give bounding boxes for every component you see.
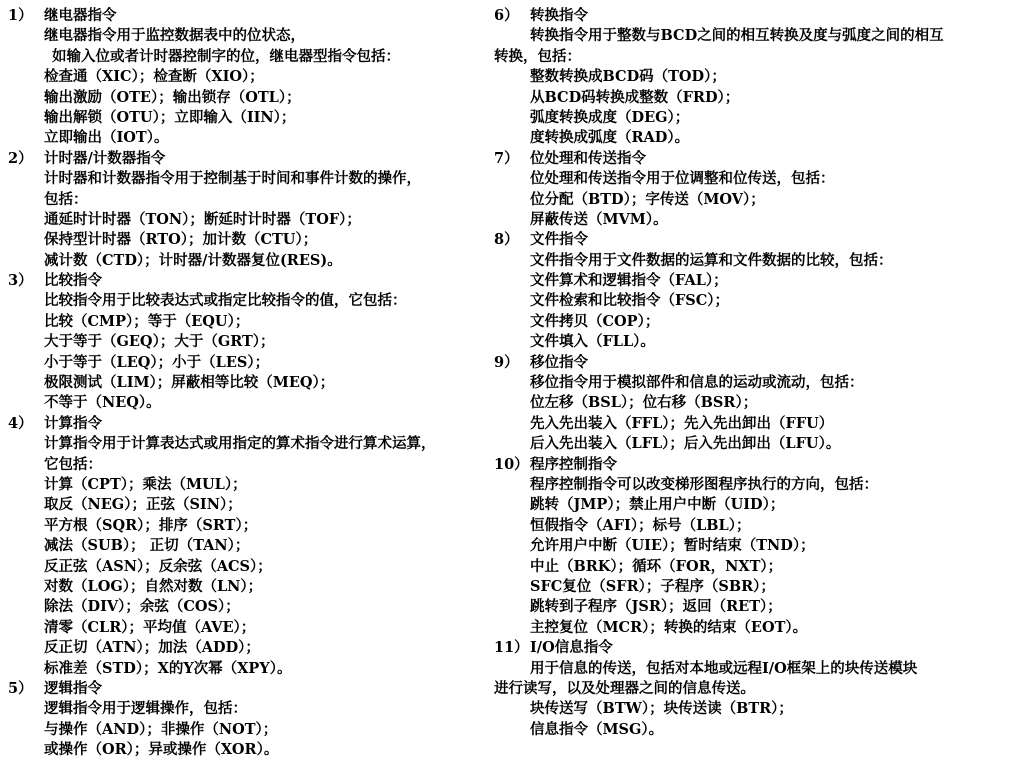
- section-line: 计时器和计数器指令用于控制基于时间和事件计数的操作，: [44, 170, 421, 188]
- section-heading: [8, 271, 494, 291]
- section-number: 8）: [494, 231, 519, 249]
- section-line: 除法（DIV）；余弦（COS）；: [44, 598, 240, 616]
- section-line: 通延时计时器（TON）；断延时计时器（TOF）；: [44, 210, 361, 228]
- section-line: 取反（NEG）；正弦（SIN）；: [44, 496, 242, 514]
- section-line: 保持型计时器（RTO）；加计数（CTU）；: [44, 231, 318, 249]
- section-line: 输出解锁（OTU）；立即输入（IIN）；: [44, 108, 296, 126]
- section-line: 块传送写（BTW）；块传送读（BTR）；: [530, 700, 793, 718]
- section-line: 标准差（STD）；X的Y次幂（XPY）。: [44, 659, 292, 677]
- section-line: 弧度转换成度（DEG）；: [530, 108, 690, 126]
- section-line: 信息指令（MSG）。: [530, 720, 664, 738]
- section-number: 4）: [8, 414, 33, 432]
- section-title: I/O信息指令: [530, 639, 613, 657]
- section-title: 计时器/计数器指令: [44, 149, 166, 167]
- section-title: 逻辑指令: [44, 679, 102, 697]
- section-title: 比较指令: [44, 272, 102, 290]
- section-number: 1）: [8, 7, 33, 24]
- section-heading: [8, 414, 494, 434]
- section-line: 转换，包括：: [494, 47, 581, 65]
- section-line: 屏蔽传送（MVM）。: [530, 210, 668, 228]
- section-title: 继电器指令: [44, 7, 117, 24]
- section-line: 程序控制指令可以改变梯形图程序执行的方向，包括：: [530, 475, 878, 493]
- section-title: 位处理和传送指令: [530, 149, 646, 167]
- section-4: [8, 414, 494, 679]
- section-line: 与操作（AND）；非操作（NOT）；: [44, 720, 278, 738]
- section-heading: [494, 149, 1020, 169]
- section-number: 11）: [494, 639, 529, 657]
- section-line: 整数转换成BCD码（TOD）；: [530, 68, 726, 86]
- section-heading: [8, 679, 494, 699]
- section-number: 2）: [8, 149, 33, 167]
- section-line: 检查通（XIC）；检查断（XIO）；: [44, 68, 264, 86]
- section-line: 平方根（SQR）；排序（SRT）；: [44, 516, 258, 534]
- section-number: 9）: [494, 353, 519, 371]
- section-8: [494, 230, 1020, 352]
- section-line: 后入先出装入（LFL）；后入先出卸出（LFU）。: [530, 435, 841, 453]
- section-line: 文件指令用于文件数据的运算和文件数据的比较，包括：: [530, 251, 893, 269]
- section-title: 程序控制指令: [530, 455, 617, 473]
- section-3: [8, 271, 494, 414]
- left-column: [8, 6, 494, 760]
- section-line: 文件拷贝（COP）；: [530, 312, 660, 330]
- section-line: 从BCD码转换成整数（FRD）；: [530, 88, 740, 106]
- section-line: 清零（CLR）；平均值（AVE）；: [44, 618, 256, 636]
- section-line: 位处理和传送指令用于位调整和位传送，包括：: [530, 170, 835, 188]
- section-line: 先入先出装入（FFL）；先入先出卸出（FFU）: [530, 414, 834, 432]
- section-line: 计算（CPT）；乘法（MUL）；: [44, 475, 247, 493]
- section-line: 它包括：: [44, 455, 102, 473]
- section-11: [494, 638, 1020, 740]
- section-line: 恒假指令（AFI）；标号（LBL）；: [530, 516, 751, 534]
- section-line: 立即输出（IOT）。: [44, 129, 169, 147]
- section-line: 文件算术和逻辑指令（FAL）；: [530, 272, 728, 290]
- section-7: [494, 149, 1020, 231]
- section-title: 文件指令: [530, 231, 588, 249]
- section-line: 用于信息的传送，包括对本地或远程I/O框架上的块传送模块: [530, 659, 918, 677]
- section-line: 极限测试（LIM）；屏蔽相等比较（MEQ）；: [44, 374, 335, 392]
- section-line: 逻辑指令用于逻辑操作，包括：: [44, 700, 247, 718]
- section-number: 3）: [8, 272, 33, 290]
- section-line: 位分配（BTD）；字传送（MOV）；: [530, 190, 765, 208]
- right-column: [494, 6, 1020, 740]
- section-heading: [494, 230, 1020, 250]
- section-line: 减计数（CTD）；计时器/计数器复位(RES)。: [44, 251, 342, 269]
- section-line: 对数（LOG）；自然对数（LN）；: [44, 577, 263, 595]
- section-line: 减法（SUB）； 正切（TAN）；: [44, 537, 250, 555]
- section-heading: [8, 6, 494, 26]
- section-line: 移位指令用于模拟部件和信息的运动或流动，包括：: [530, 374, 864, 392]
- section-line: 不等于（NEQ）。: [44, 394, 161, 412]
- section-number: 7）: [494, 149, 519, 167]
- section-line: 继电器指令用于监控数据表中的位状态，: [44, 27, 305, 45]
- section-heading: [8, 149, 494, 169]
- section-line: 反正弦（ASN）；反余弦（ACS）；: [44, 557, 272, 575]
- section-line: 计算指令用于计算表达式或用指定的算术指令进行算术运算，: [44, 435, 436, 453]
- section-title: 移位指令: [530, 353, 588, 371]
- section-line: 文件检索和比较指令（FSC）；: [530, 292, 730, 310]
- section-line: 比较（CMP）；等于（EQU）；: [44, 312, 250, 330]
- section-number: 10）: [494, 455, 529, 473]
- section-heading: [494, 455, 1020, 475]
- section-2: [8, 149, 494, 271]
- section-line: 度转换成弧度（RAD）。: [530, 129, 690, 147]
- section-number: 5）: [8, 679, 33, 697]
- section-line: 大于等于（GEQ）；大于（GRT）；: [44, 333, 275, 351]
- section-line: 位左移（BSL）；位右移（BSR）；: [530, 394, 758, 412]
- section-line: 文件填入（FLL）。: [530, 333, 655, 351]
- section-heading: [494, 6, 1020, 26]
- section-6: [494, 6, 1020, 149]
- section-title: 转换指令: [530, 7, 588, 24]
- section-9: [494, 353, 1020, 455]
- section-10: [494, 455, 1020, 639]
- section-line: 包括：: [44, 190, 88, 208]
- section-line: 或操作（OR）；异或操作（XOR）。: [44, 741, 279, 759]
- section-line: 允许用户中断（UIE）；暂时结束（TND）；: [530, 537, 815, 555]
- section-line: 进行读写，以及处理器之间的信息传送。: [494, 679, 755, 697]
- section-1: [8, 6, 494, 149]
- section-line: SFC复位（SFR）；子程序（SBR）；: [530, 577, 775, 595]
- section-line: 跳转（JMP）；禁止用户中断（UID）；: [530, 496, 785, 514]
- section-line: 主控复位（MCR）；转换的结束（EOT）。: [530, 618, 808, 636]
- section-number: 6）: [494, 7, 519, 24]
- section-line: 比较指令用于比较表达式或指定比较指令的值，它包括：: [44, 292, 407, 310]
- section-line: 转换指令用于整数与BCD之间的相互转换及度与弧度之间的相互: [530, 27, 944, 45]
- section-heading: [494, 638, 1020, 658]
- section-title: 计算指令: [44, 414, 102, 432]
- section-line: 跳转到子程序（JSR）；返回（RET）；: [530, 598, 782, 616]
- section-line: 如输入位或者计时器控制字的位，继电器型指令包括：: [52, 47, 400, 65]
- section-line: 小于等于（LEQ）；小于（LES）；: [44, 353, 270, 371]
- section-line: 中止（BRK）；循环（FOR，NXT）；: [530, 557, 783, 575]
- section-heading: [494, 353, 1020, 373]
- section-5: [8, 679, 494, 761]
- section-line: 输出激励（OTE）；输出锁存（OTL）；: [44, 88, 301, 106]
- section-line: 反正切（ATN）；加法（ADD）；: [44, 639, 260, 657]
